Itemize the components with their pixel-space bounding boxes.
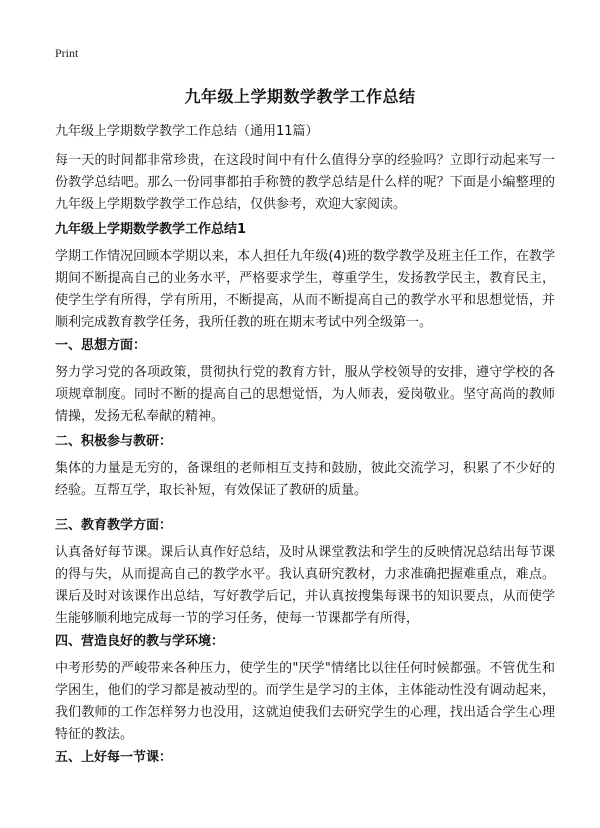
- heading-teaching-research: 二、积极参与教研：: [55, 434, 173, 449]
- paragraph-ideology: 努力学习党的各项政策，贯彻执行党的教育方针，服从学校领导的安排，遵守学校的各项规章制度。同时不断的提高自己的思想觉悟，为人师表，爱岗敬业。坚守高尚的教师情操，发扬无私奉献的精神。: [55, 365, 555, 424]
- document-title: 九年级上学期数学教学工作总结: [184, 87, 416, 106]
- paragraph-teaching-research: 集体的力量是无穷的，备课组的老师相互支持和鼓励，彼此交流学习，积累了不少好的经验。互帮互学，取长补短，有效保证了教研的质量。: [55, 461, 555, 498]
- section-intro-paragraph: 学期工作情况回顾本学期以来，本人担任九年级(4)班的数学教学及班主任工作，在教学期间不断提高自己的业务水平，严格要求学生，尊重学生，发扬教学民主，教育民主，使学生学有所得，学有所用，不断提高，从而不断提高自己的教学水平和思想觉悟，并顺利完成教育教学任务，我所任教的班在期末考试中列全级第一。: [55, 249, 555, 330]
- heading-education-teaching: 三、教育教学方面：: [55, 518, 173, 533]
- heading-ideology: 一、思想方面：: [55, 338, 147, 353]
- paragraph-learning-environment: 中考形势的严峻带来各种压力，使学生的"厌学"情绪比以往任何时候都强。不管优生和学困生，他们的学习都是被动型的。而学生是学习的主体，主体能动性没有调动起来，我们教师的工作怎样努力也没用，这就迫使我们去研究学生的心理，找出适合学生心理特征的教法。: [55, 661, 555, 742]
- section-heading: 九年级上学期数学教学工作总结1: [55, 222, 247, 237]
- document-subtitle: 九年级上学期数学教学工作总结（通用11篇）: [55, 124, 319, 139]
- paragraph-education-teaching: 认真备好每节课。课后认真作好总结，及时从课堂教法和学生的反映情况总结出每节课的得与失，从而提高自己的教学水平。我认真研究教材，力求准确把握难重点，难点。课后及时对该课作出总结，写好教学后记，并认真按搜集每课书的知识要点，从而使学生能够顺利地完成每一节的学习任务，使每一节课都学有所得，: [55, 545, 555, 626]
- print-link[interactable]: Print: [55, 46, 79, 60]
- heading-learning-environment: 四、营造良好的教与学环境：: [55, 634, 225, 649]
- heading-every-lesson: 五、上好每一节课：: [55, 750, 173, 765]
- intro-paragraph: 每一天的时间都非常珍贵，在这段时间中有什么值得分享的经验吗？立即行动起来写一份教学总结吧。那么一份同事都拍手称赞的教学总结是什么样的呢？下面是小编整理的九年级上学期数学教学工作总结，仅供参考，欢迎大家阅读。: [55, 153, 555, 212]
